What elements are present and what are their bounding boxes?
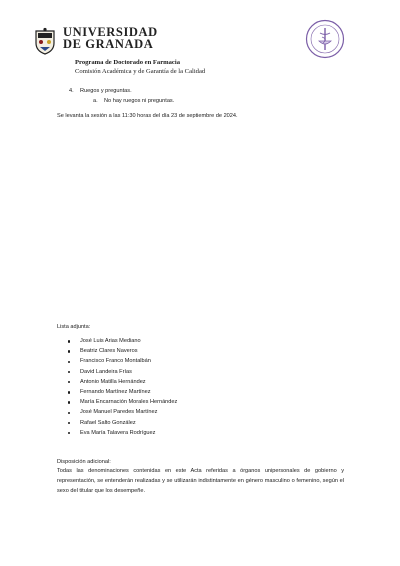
bullet-icon [68,350,70,352]
attendee-name: Rafael Salto González [80,419,136,426]
attendance-title: Lista adjunta: [57,324,91,330]
closing-statement: Se levanta la sesión a las 11:30 horas del día 23 de septiembre de 2024. [57,113,238,119]
university-name-line2: DE GRANADA [63,37,154,51]
agenda-item-label: Ruegos y preguntas. [80,88,132,94]
attendee-name: David Landeira Frías [80,368,132,375]
attendee-name: Fernando Martínez Martínez [80,389,151,395]
additional-title: Disposición adicional: [57,459,111,465]
attendee-name: Antonio Matilla Hernández [80,378,146,385]
agenda-item-number: 4. [69,88,74,94]
program-heading [75,58,205,76]
attendee-name: Eva María Talavera Rodríguez [80,429,156,436]
bullet-icon [68,340,70,342]
agenda-sub-label: No hay ruegos ni preguntas. [104,98,175,104]
attendee-name: Beatriz Clares Naveros [80,348,138,355]
agenda-sub-letter: a. [93,98,98,104]
commission-title: Comisión Académica y de Garantía de la Calidad [75,68,206,75]
bullet-icon [68,401,70,403]
program-title: Programa de Doctorado en Farmacia [75,59,180,66]
attendee-name: José Luis Arias Mediano [80,338,141,344]
bullet-icon [68,371,70,373]
attendee-name: María Encarnación Morales Hernández [80,399,178,406]
attendee-name: Francisco Franco Montalbán [80,358,151,365]
bullet-icon [68,381,70,383]
university-logotype [63,26,158,50]
bullet-icon [68,361,70,363]
bullet-icon [68,422,70,424]
bullet-icon [68,432,70,434]
bullet-icon [68,391,70,393]
faculty-seal-icon [305,19,345,59]
university-name-line1: UNIVERSIDAD [63,25,158,39]
bullet-icon [68,412,70,414]
attendee-name: José Manuel Paredes Martínez [80,409,158,416]
university-crest-icon [30,26,60,56]
additional-text: Todas las denominaciones contenidas en este Acta referidas a órganos unipersonales de gobierno y representación, se entenderán realizadas y se utilizarán indistintamente en género masculino o femenino, según el sexo del titular que los desempeñe. [57,468,344,494]
